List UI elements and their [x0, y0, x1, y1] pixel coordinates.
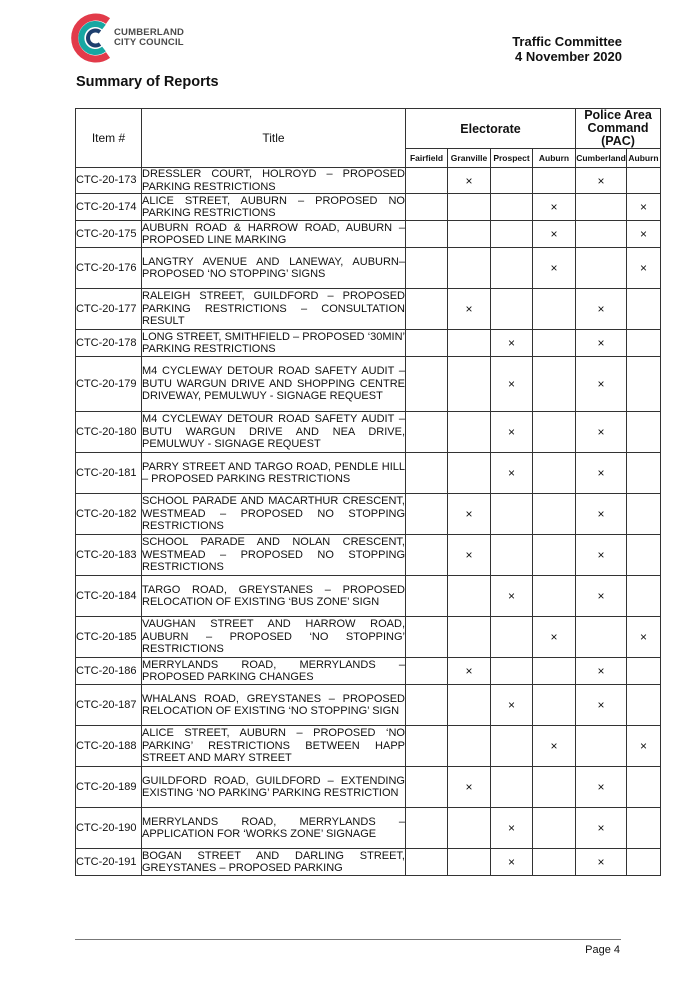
table-row: [76, 726, 661, 767]
report-title: LONG STREET, SMITHFIELD – PROPOSED ‘30MIN’ PARKING RESTRICTIONS: [142, 330, 405, 355]
meeting-date: 4 November 2020: [515, 49, 622, 64]
table-row: [76, 849, 661, 876]
empty-cell: [533, 576, 576, 617]
report-title: VAUGHAN STREET AND HARROW ROAD, AUBURN – PROPOSED ‘NO STOPPING’ RESTRICTIONS: [142, 617, 406, 658]
column-header-sub: Granville: [448, 149, 491, 168]
report-title: TARGO ROAD, GREYSTANES – PROPOSED RELOCATION OF EXISTING ‘BUS ZONE’ SIGN: [142, 576, 406, 617]
column-group-pac: Police Area Command (PAC): [576, 109, 661, 149]
applicable-mark: ×: [491, 808, 533, 849]
empty-cell: [406, 576, 448, 617]
council-name-line2: CITY COUNCIL: [114, 37, 184, 48]
table-row: [76, 412, 661, 453]
applicable-mark: ×: [627, 194, 661, 221]
empty-cell: [627, 453, 661, 494]
report-title: SCHOOL PARADE AND NOLAN CRESCENT, WESTMEAD – PROPOSED NO STOPPING RESTRICTIONS: [142, 535, 406, 576]
report-title: BOGAN STREET AND DARLING STREET, GREYSTANES – PROPOSED PARKING: [142, 849, 405, 874]
item-number: CTC-20-174: [76, 194, 142, 221]
empty-cell: [448, 849, 491, 876]
applicable-mark: ×: [576, 767, 627, 808]
empty-cell: [491, 617, 533, 658]
empty-cell: [576, 221, 627, 248]
report-title: WHALANS ROAD, GREYSTANES – PROPOSED RELOCATION OF EXISTING ‘NO STOPPING’ SIGN: [142, 685, 406, 726]
empty-cell: [627, 494, 661, 535]
empty-cell: [406, 808, 448, 849]
table-row: [76, 494, 661, 535]
applicable-mark: ×: [533, 248, 576, 289]
applicable-mark: ×: [491, 412, 533, 453]
empty-cell: [448, 330, 491, 357]
empty-cell: [491, 289, 533, 330]
empty-cell: [491, 194, 533, 221]
empty-cell: [491, 221, 533, 248]
empty-cell: [627, 576, 661, 617]
empty-cell: [491, 726, 533, 767]
empty-cell: [406, 685, 448, 726]
item-number: CTC-20-183: [76, 535, 142, 576]
applicable-mark: ×: [448, 767, 491, 808]
applicable-mark: ×: [576, 808, 627, 849]
empty-cell: [576, 248, 627, 289]
empty-cell: [448, 357, 491, 412]
empty-cell: [491, 535, 533, 576]
item-number: CTC-20-180: [76, 412, 142, 453]
empty-cell: [627, 767, 661, 808]
report-title: M4 CYCLEWAY DETOUR ROAD SAFETY AUDIT – BUTU WARGUN DRIVE AND SHOPPING CENTRE DRIVEWAY, PEMULWUY - SIGNAGE REQUEST: [142, 357, 406, 412]
report-title: LANGTRY AVENUE AND LANEWAY, AUBURN– PROPOSED ‘NO STOPPING’ SIGNS: [142, 248, 406, 289]
item-number: CTC-20-178: [76, 330, 142, 357]
applicable-mark: ×: [576, 453, 627, 494]
applicable-mark: ×: [627, 248, 661, 289]
empty-cell: [576, 617, 627, 658]
applicable-mark: ×: [533, 221, 576, 248]
table-row: [76, 221, 661, 248]
empty-cell: [491, 248, 533, 289]
table-row: [76, 168, 661, 194]
empty-cell: [406, 248, 448, 289]
item-number: CTC-20-182: [76, 494, 142, 535]
report-title: DRESSLER COURT, HOLROYD – PROPOSED PARKING RESTRICTIONS: [142, 168, 405, 193]
empty-cell: [627, 330, 661, 357]
empty-cell: [533, 767, 576, 808]
column-group-electorate: Electorate: [406, 109, 576, 149]
report-title: RALEIGH STREET, GUILDFORD – PROPOSED PARKING RESTRICTIONS – CONSULTATION RESULT: [142, 289, 406, 330]
item-number: CTC-20-189: [76, 767, 142, 808]
empty-cell: [406, 849, 448, 876]
column-header-sub: Fairfield: [406, 149, 448, 168]
empty-cell: [448, 194, 491, 221]
item-number: CTC-20-186: [76, 658, 142, 685]
empty-cell: [533, 494, 576, 535]
applicable-mark: ×: [576, 576, 627, 617]
empty-cell: [533, 685, 576, 726]
report-title: ALICE STREET, AUBURN – PROPOSED ‘NO PARKING’ RESTRICTIONS BETWEEN HAPP STREET AND MARY STREET: [142, 726, 406, 767]
empty-cell: [406, 617, 448, 658]
item-number: CTC-20-187: [76, 685, 142, 726]
applicable-mark: ×: [576, 494, 627, 535]
applicable-mark: ×: [448, 494, 491, 535]
table-row: [76, 658, 661, 685]
empty-cell: [627, 412, 661, 453]
empty-cell: [406, 221, 448, 248]
empty-cell: [533, 289, 576, 330]
council-name-line1: CUMBERLAND: [114, 27, 185, 38]
applicable-mark: ×: [491, 849, 533, 876]
applicable-mark: ×: [448, 658, 491, 685]
empty-cell: [533, 168, 576, 194]
item-number: CTC-20-179: [76, 357, 142, 412]
page-number: Page 4: [585, 944, 620, 956]
applicable-mark: ×: [533, 617, 576, 658]
item-number: CTC-20-176: [76, 248, 142, 289]
column-header-sub: Prospect: [491, 149, 533, 168]
empty-cell: [533, 453, 576, 494]
item-number: CTC-20-177: [76, 289, 142, 330]
empty-cell: [533, 412, 576, 453]
empty-cell: [576, 726, 627, 767]
committee-name: Traffic Committee: [512, 34, 622, 49]
applicable-mark: ×: [576, 357, 627, 412]
report-title: MERRYLANDS ROAD, MERRYLANDS – APPLICATION FOR ‘WORKS ZONE’ SIGNAGE: [142, 808, 406, 849]
page-title: Summary of Reports: [76, 74, 219, 90]
applicable-mark: ×: [576, 535, 627, 576]
applicable-mark: ×: [533, 726, 576, 767]
item-number: CTC-20-191: [76, 849, 142, 876]
applicable-mark: ×: [576, 289, 627, 330]
report-title: AUBURN ROAD & HARROW ROAD, AUBURN – PROPOSED LINE MARKING: [142, 221, 405, 246]
applicable-mark: ×: [491, 576, 533, 617]
empty-cell: [627, 849, 661, 876]
applicable-mark: ×: [448, 168, 491, 194]
empty-cell: [406, 357, 448, 412]
empty-cell: [448, 726, 491, 767]
item-number: CTC-20-175: [76, 221, 142, 248]
table-row: [76, 685, 661, 726]
empty-cell: [627, 535, 661, 576]
applicable-mark: ×: [576, 412, 627, 453]
empty-cell: [406, 289, 448, 330]
empty-cell: [406, 453, 448, 494]
report-title: MERRYLANDS ROAD, MERRYLANDS – PROPOSED PARKING CHANGES: [142, 658, 405, 683]
column-header-item: Item #: [76, 109, 142, 168]
empty-cell: [533, 808, 576, 849]
empty-cell: [448, 617, 491, 658]
table-row: [76, 576, 661, 617]
table-row: [76, 330, 661, 357]
item-number: CTC-20-190: [76, 808, 142, 849]
applicable-mark: ×: [491, 685, 533, 726]
table-row: [76, 248, 661, 289]
empty-cell: [491, 494, 533, 535]
empty-cell: [448, 685, 491, 726]
empty-cell: [627, 289, 661, 330]
item-number: CTC-20-181: [76, 453, 142, 494]
empty-cell: [491, 168, 533, 194]
item-number: CTC-20-173: [76, 168, 142, 194]
item-number: CTC-20-188: [76, 726, 142, 767]
column-header-sub: Auburn: [627, 149, 661, 168]
table-row: [76, 535, 661, 576]
empty-cell: [448, 248, 491, 289]
applicable-mark: ×: [491, 357, 533, 412]
table-row: [76, 767, 661, 808]
summary-table: [75, 108, 661, 876]
table-row: [76, 357, 661, 412]
empty-cell: [533, 330, 576, 357]
council-logo-mark-icon: [66, 12, 116, 64]
empty-cell: [448, 221, 491, 248]
applicable-mark: ×: [576, 330, 627, 357]
empty-cell: [406, 535, 448, 576]
empty-cell: [406, 494, 448, 535]
column-header-sub: Auburn: [533, 149, 576, 168]
applicable-mark: ×: [491, 453, 533, 494]
applicable-mark: ×: [576, 685, 627, 726]
applicable-mark: ×: [491, 330, 533, 357]
empty-cell: [533, 357, 576, 412]
empty-cell: [627, 685, 661, 726]
empty-cell: [448, 453, 491, 494]
table-row: [76, 453, 661, 494]
empty-cell: [627, 168, 661, 194]
applicable-mark: ×: [448, 289, 491, 330]
applicable-mark: ×: [627, 617, 661, 658]
empty-cell: [627, 658, 661, 685]
applicable-mark: ×: [576, 658, 627, 685]
empty-cell: [627, 808, 661, 849]
document-header: [512, 34, 622, 64]
empty-cell: [491, 767, 533, 808]
empty-cell: [491, 658, 533, 685]
applicable-mark: ×: [576, 849, 627, 876]
report-title: ALICE STREET, AUBURN – PROPOSED NO PARKING RESTRICTIONS: [142, 194, 405, 219]
empty-cell: [533, 658, 576, 685]
report-title: M4 CYCLEWAY DETOUR ROAD SAFETY AUDIT – BUTU WARGUN DRIVE AND NEA DRIVE, PEMULWUY - SIGNAGE REQUEST: [142, 412, 406, 453]
applicable-mark: ×: [533, 194, 576, 221]
empty-cell: [576, 194, 627, 221]
table-row: [76, 617, 661, 658]
empty-cell: [533, 849, 576, 876]
empty-cell: [627, 357, 661, 412]
empty-cell: [448, 576, 491, 617]
table-row: [76, 289, 661, 330]
empty-cell: [448, 412, 491, 453]
table-row: [76, 808, 661, 849]
empty-cell: [406, 658, 448, 685]
report-title: GUILDFORD ROAD, GUILDFORD – EXTENDING EXISTING ‘NO PARKING’ PARKING RESTRICTION: [142, 767, 406, 808]
applicable-mark: ×: [576, 168, 627, 194]
table-row: [76, 194, 661, 221]
column-header-sub: Cumberland: [576, 149, 627, 168]
empty-cell: [533, 535, 576, 576]
applicable-mark: ×: [627, 726, 661, 767]
empty-cell: [406, 194, 448, 221]
item-number: CTC-20-184: [76, 576, 142, 617]
applicable-mark: ×: [627, 221, 661, 248]
empty-cell: [406, 767, 448, 808]
item-number: CTC-20-185: [76, 617, 142, 658]
footer-divider: [75, 939, 621, 940]
empty-cell: [406, 726, 448, 767]
empty-cell: [406, 412, 448, 453]
applicable-mark: ×: [448, 535, 491, 576]
report-title: PARRY STREET AND TARGO ROAD, PENDLE HILL – PROPOSED PARKING RESTRICTIONS: [142, 453, 406, 494]
council-name: [114, 28, 184, 48]
column-header-title: Title: [142, 109, 406, 168]
empty-cell: [406, 330, 448, 357]
report-title: SCHOOL PARADE AND MACARTHUR CRESCENT, WESTMEAD – PROPOSED NO STOPPING RESTRICTIONS: [142, 494, 406, 535]
empty-cell: [448, 808, 491, 849]
empty-cell: [406, 168, 448, 194]
